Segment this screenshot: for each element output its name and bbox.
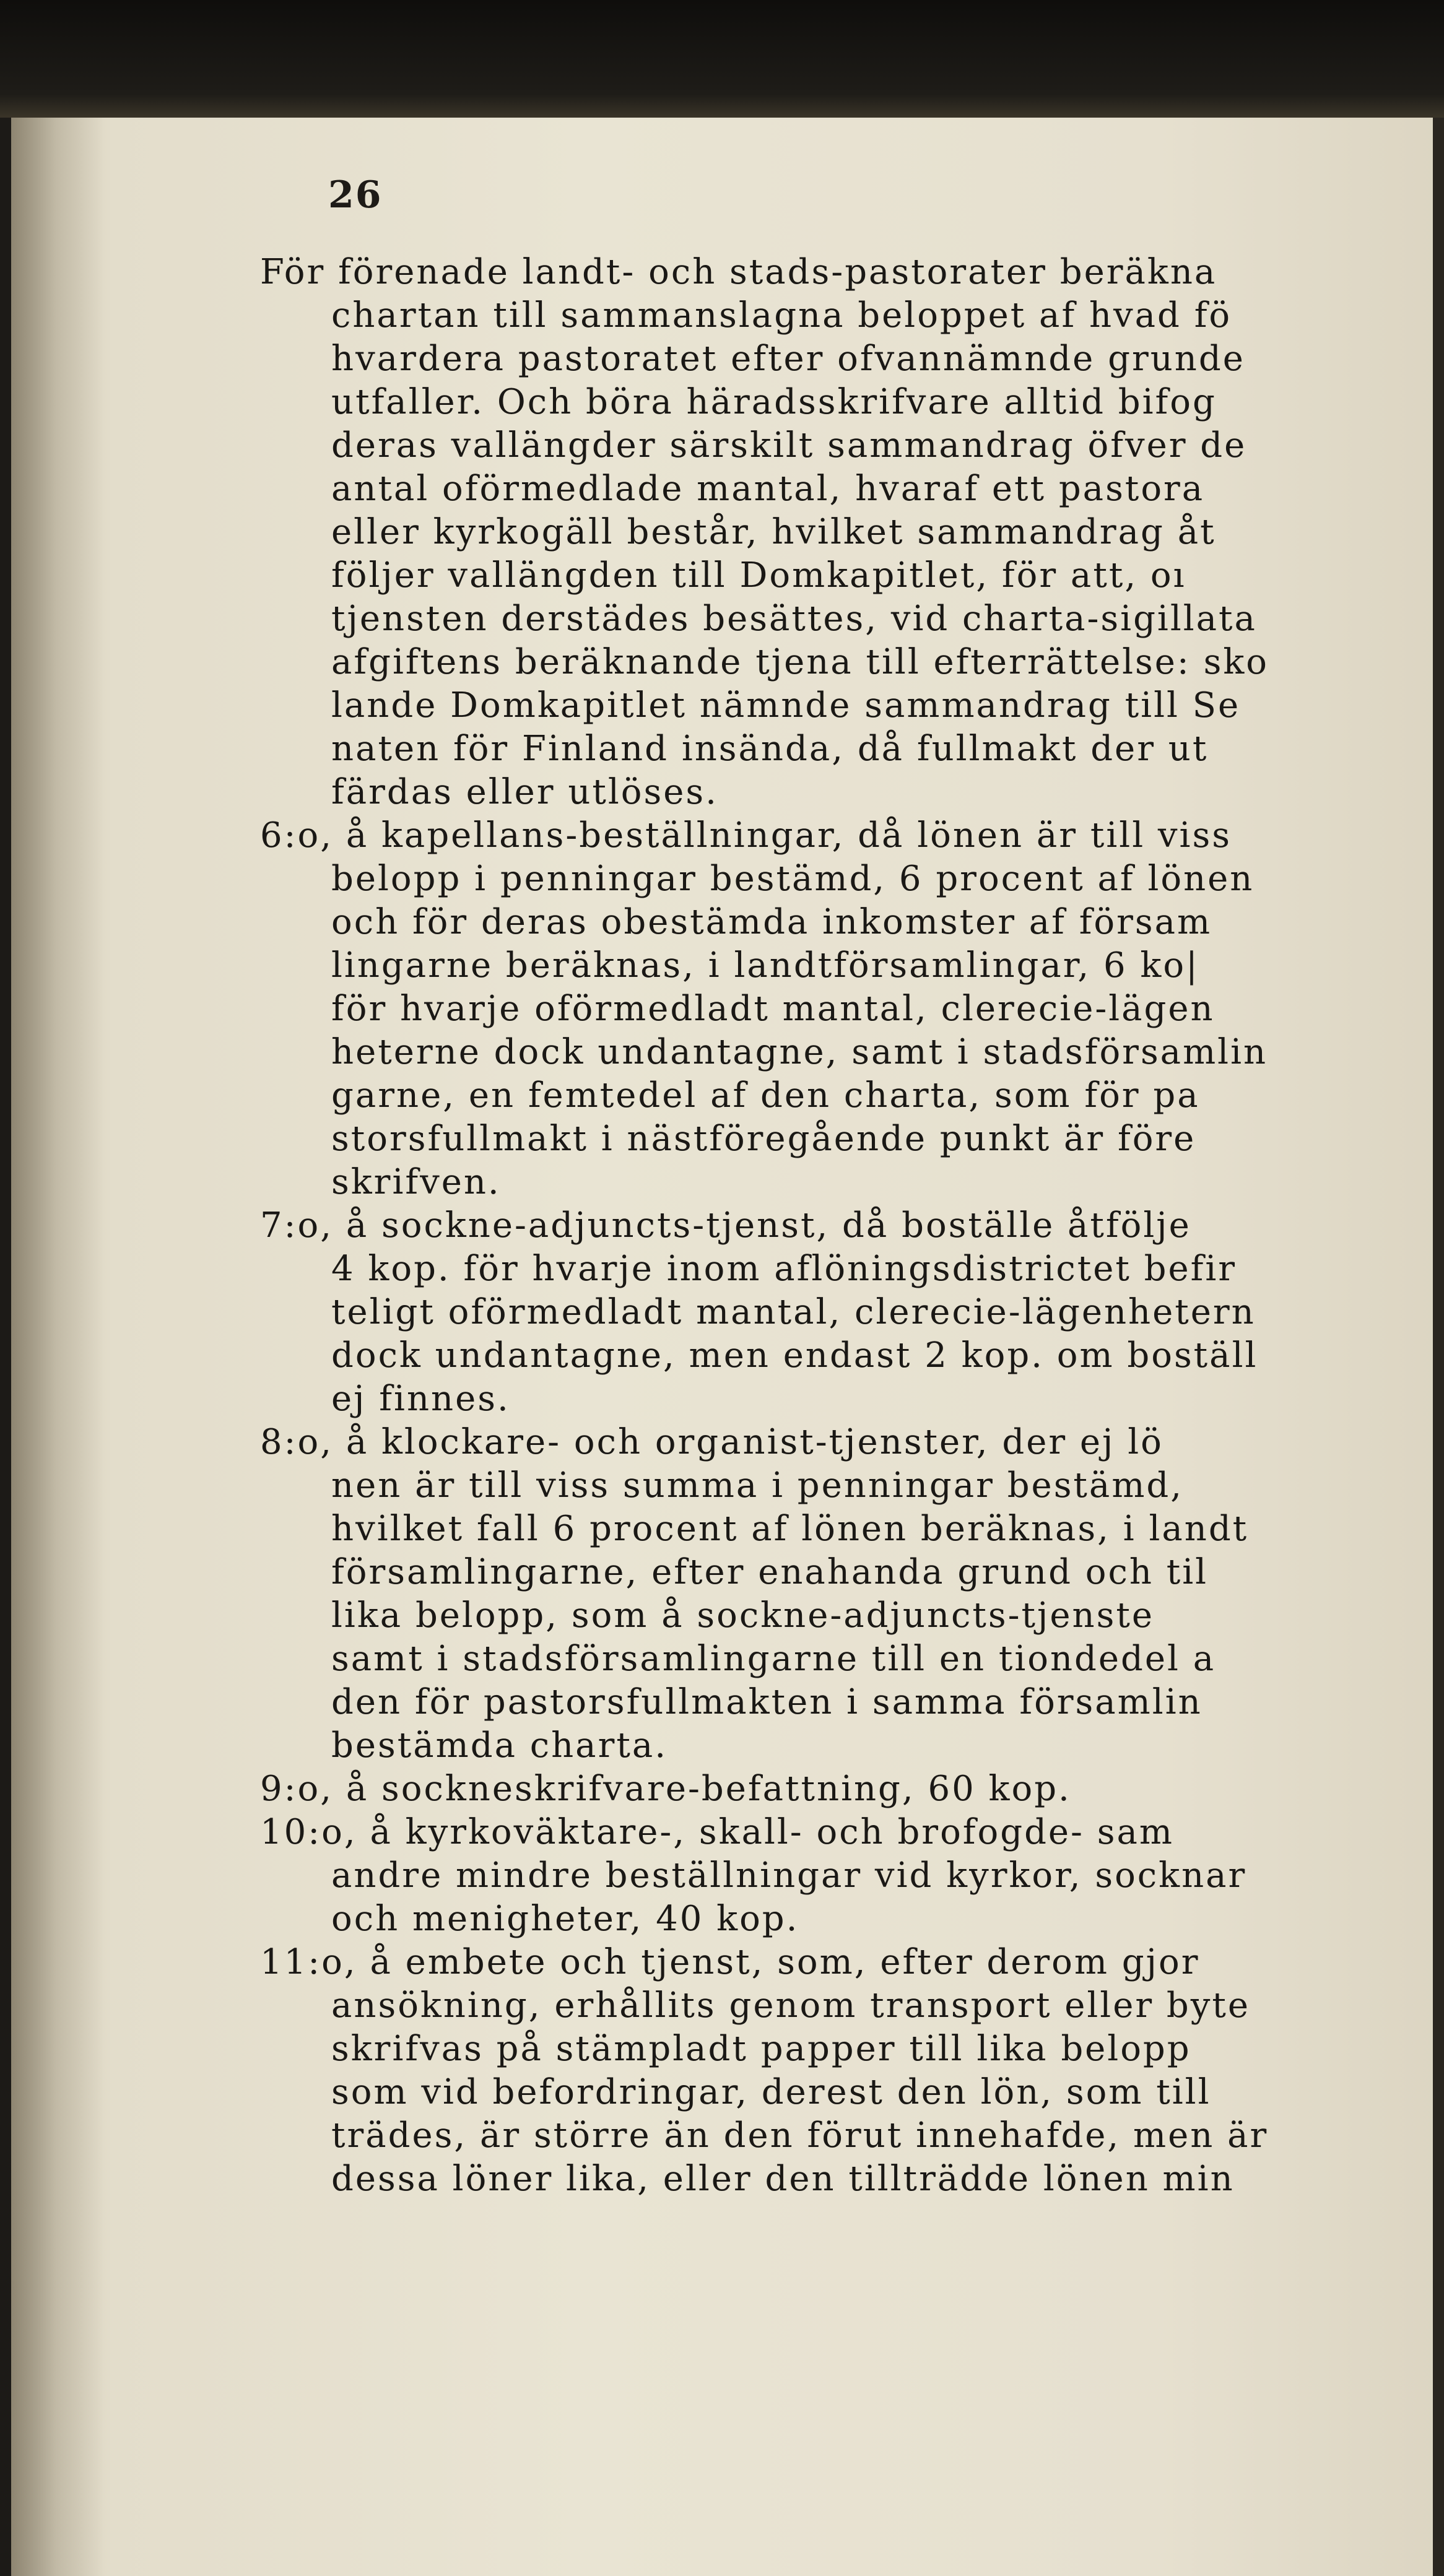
text-line: ansökning, erhållits genom transport eller byte (331, 1985, 1251, 2026)
text-line: och för deras obestämda inkomster af försam (331, 902, 1212, 942)
text-line: deras vallängder särskilt sammandrag öfver de (331, 425, 1247, 466)
text-line: nen är till viss summa i penningar bestämd, (331, 1465, 1184, 1506)
text-line: 10:o, å kyrkoväktare-, skall- och brofogde- sam (260, 1812, 1175, 1852)
text-line: teligt oförmedladt mantal, clerecie-lägenhetern (331, 1292, 1256, 1332)
text-line: andre mindre beställningar vid kyrkor, socknar (331, 1855, 1247, 1896)
text-line: skrifven. (331, 1162, 501, 1202)
text-line: lika belopp, som å sockne-adjuncts-tjenste (331, 1595, 1154, 1636)
text-line: 4 kop. för hvarje inom aflöningsdistrictet befir (331, 1249, 1237, 1289)
text-line: lande Domkapitlet nämnde sammandrag till Se (331, 685, 1241, 726)
text-line: 6:o, å kapellans-beställningar, då lönen är till viss (260, 815, 1232, 856)
text-line: 9:o, å sockneskrifvare-befattning, 60 kop. (260, 1769, 1071, 1809)
text-line: hvardera pastoratet efter ofvannämnde grunde (331, 339, 1245, 379)
text-line: För förenade landt- och stads-pastorater beräkna (260, 252, 1217, 292)
scan-top-border (0, 0, 1444, 118)
text-line: heterne dock undantagne, samt i stadsförsamlin (331, 1032, 1268, 1072)
body-text (260, 251, 1437, 2201)
text-line: ej finnes. (331, 1379, 510, 1419)
text-line: chartan till sammanslagna beloppet af hvad fö (331, 295, 1232, 336)
text-line: eller kyrkogäll består, hvilket sammandrag åt (331, 512, 1216, 552)
text-line: församlingarne, efter enahanda grund och til (331, 1552, 1209, 1592)
text-line: naten för Finland insända, då fullmakt der ut (331, 729, 1209, 769)
text-line: tjensten derstädes besättes, vid charta-sigillata (331, 599, 1257, 639)
text-line: 11:o, å embete och tjenst, som, efter derom gjor (260, 1942, 1200, 1982)
page-number: 26 (328, 173, 383, 217)
text-line: dock undantagne, men endast 2 kop. om boställ (331, 1335, 1258, 1376)
text-line: skrifvas på stämpladt papper till lika belopp (331, 2029, 1191, 2069)
text-line: som vid befordringar, derest den lön, som till (331, 2072, 1211, 2112)
text-line: och menigheter, 40 kop. (331, 1899, 799, 1939)
text-line: trädes, är större än den förut innehafde, men är (331, 2115, 1269, 2156)
text-line: bestämda charta. (331, 1725, 668, 1766)
text-line: 7:o, å sockne-adjuncts-tjenst, då boställe åtfölje (260, 1205, 1191, 1246)
text-line: hvilket fall 6 procent af lönen beräknas, i landt (331, 1509, 1249, 1549)
text-line: utfaller. Och böra häradsskrifvare alltid bifog (331, 382, 1217, 422)
text-line: färdas eller utlöses. (331, 772, 718, 812)
text-line: samt i stadsförsamlingarne till en tiondedel a (331, 1639, 1216, 1679)
text-line: dessa löner lika, eller den tillträdde lönen min (331, 2159, 1235, 2199)
text-line: för hvarje oförmedladt mantal, clerecie-lägen (331, 989, 1215, 1029)
text-line: antal oförmedlade mantal, hvaraf ett pastora (331, 469, 1205, 509)
text-line: 8:o, å klockare- och organist-tjenster, der ej lö (260, 1422, 1163, 1462)
text-line: lingarne beräknas, i landtförsamlingar, 6 ko| (331, 945, 1199, 986)
text-line: den för pastorsfullmakten i samma församlin (331, 1682, 1203, 1722)
text-line: afgiftens beräknande tjena till efterrättelse: sko (331, 642, 1269, 682)
spine-shadow (11, 118, 104, 2576)
text-line: följer vallängden till Domkapitlet, för att, oı (331, 555, 1186, 596)
text-line: storsfullmakt i nästföregående punkt är före (331, 1119, 1196, 1159)
text-line: garne, en femtedel af den charta, som för pa (331, 1075, 1200, 1116)
text-line: belopp i penningar bestämd, 6 procent af lönen (331, 859, 1255, 899)
